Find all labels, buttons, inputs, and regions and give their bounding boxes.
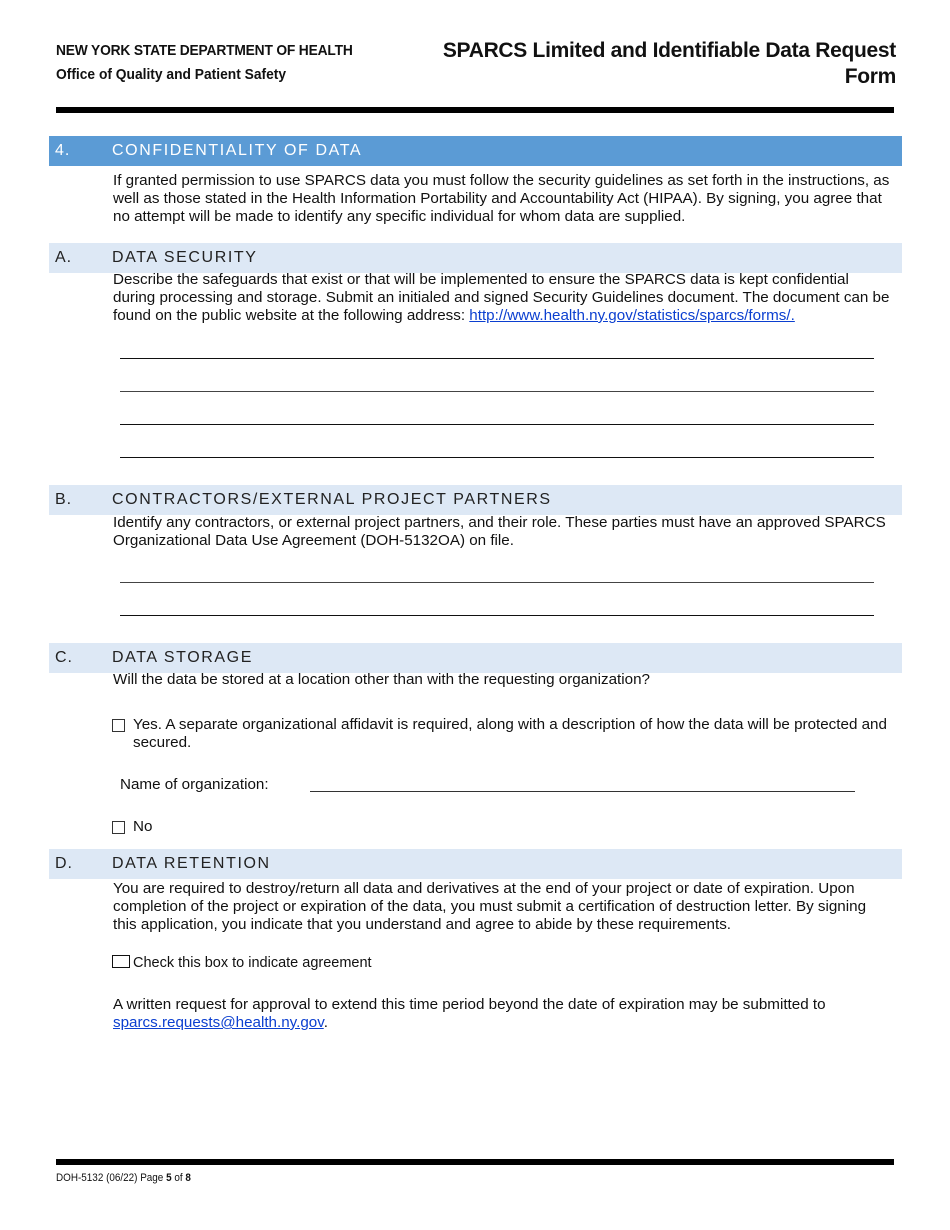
no-checkbox[interactable]: [112, 821, 125, 834]
security-answer-line-1[interactable]: [120, 358, 874, 359]
section-letter: C.: [55, 649, 73, 666]
section-letter: A.: [55, 249, 73, 266]
section-4-header: [49, 136, 902, 166]
form-title-line1: SPARCS Limited and Identifiable Data Request: [442, 39, 896, 62]
extension-text: [113, 996, 893, 1032]
extension-period: .: [323, 1014, 328, 1031]
section-c-header: [49, 643, 902, 673]
yes-checkbox[interactable]: [112, 719, 125, 732]
section-a-header: [49, 243, 902, 273]
data-security-text: [113, 271, 893, 325]
organization-name-field[interactable]: [310, 791, 855, 792]
no-label: No: [133, 818, 153, 835]
agreement-checkbox[interactable]: [112, 955, 130, 968]
organization-name-label: Name of organization:: [120, 776, 269, 793]
extension-description: A written request for approval to extend this time period beyond the date of expiration may be submitted to: [113, 996, 826, 1013]
page-number: 5: [166, 1172, 172, 1184]
section-b-header: [49, 485, 902, 515]
yes-label: Yes. A separate organizational affidavit is required, along with a description of how the data will be protected and secured.: [133, 716, 887, 751]
agreement-label: Check this box to indicate agreement: [133, 955, 372, 971]
form-title: [436, 38, 896, 90]
security-answer-line-3[interactable]: [120, 424, 874, 425]
header-agency: [56, 42, 378, 83]
contractors-text: Identify any contractors, or external project partners, and their role. These parties must have an approved SPARCS Organizational Data Use Agreement (DOH-5132OA) on file.: [113, 514, 886, 549]
form-id: DOH-5132 (06/22) Page: [56, 1172, 167, 1184]
office-name: Office of Quality and Patient Safety: [56, 66, 287, 83]
section-letter: B.: [55, 491, 73, 508]
section-title: DATA SECURITY: [112, 249, 258, 266]
footer-divider: [56, 1159, 894, 1165]
section-title: CONTRACTORS/EXTERNAL PROJECT PARTNERS: [112, 491, 552, 508]
section-title: DATA STORAGE: [112, 649, 254, 666]
data-security-description: Describe the safeguards that exist or that will be implemented to ensure the SPARCS data is kept confidential during processing and storage. Submit an initialed and signed Security Guidelines document. The document can be found on the public website at the following address:: [113, 271, 890, 324]
contractors-answer-line-1[interactable]: [120, 582, 874, 583]
section-number: 4.: [55, 142, 71, 159]
department-name: NEW YORK STATE DEPARTMENT OF HEALTH: [56, 42, 353, 59]
page-of: of: [171, 1172, 186, 1184]
data-retention-text: You are required to destroy/return all data and derivatives at the end of your project or date of expiration. Upon completion of the project or expiration of the data, you must submit a certification of destruction letter. By signing this application, you indicate that you understand and agree to abide by these requirements.: [113, 880, 867, 933]
section-letter: D.: [55, 855, 73, 872]
security-answer-line-2[interactable]: [120, 391, 874, 392]
page-footer: [56, 1172, 191, 1184]
section-title: DATA RETENTION: [112, 855, 271, 872]
sparcs-email-link[interactable]: sparcs.requests@health.ny.gov: [113, 1014, 324, 1031]
data-storage-question: Will the data be stored at a location other than with the requesting organization?: [113, 671, 650, 688]
section-title: CONFIDENTIALITY OF DATA: [112, 142, 363, 159]
confidentiality-text: If granted permission to use SPARCS data you must follow the security guidelines as set forth in the instructions, as well as those stated in the Health Information Portability and Accountability Act (HIPAA). By signing, you agree that no attempt will be made to identify any specific individual for whom data are supplied.: [113, 172, 890, 225]
security-answer-line-4[interactable]: [120, 457, 874, 458]
contractors-answer-line-2[interactable]: [120, 615, 874, 616]
page-total: 8: [185, 1172, 191, 1184]
header-divider: [56, 107, 894, 113]
forms-website-link[interactable]: http://www.health.ny.gov/statistics/sparcs/forms/.: [469, 307, 795, 324]
section-d-header: [49, 849, 902, 879]
form-title-line2: Form: [844, 65, 896, 88]
